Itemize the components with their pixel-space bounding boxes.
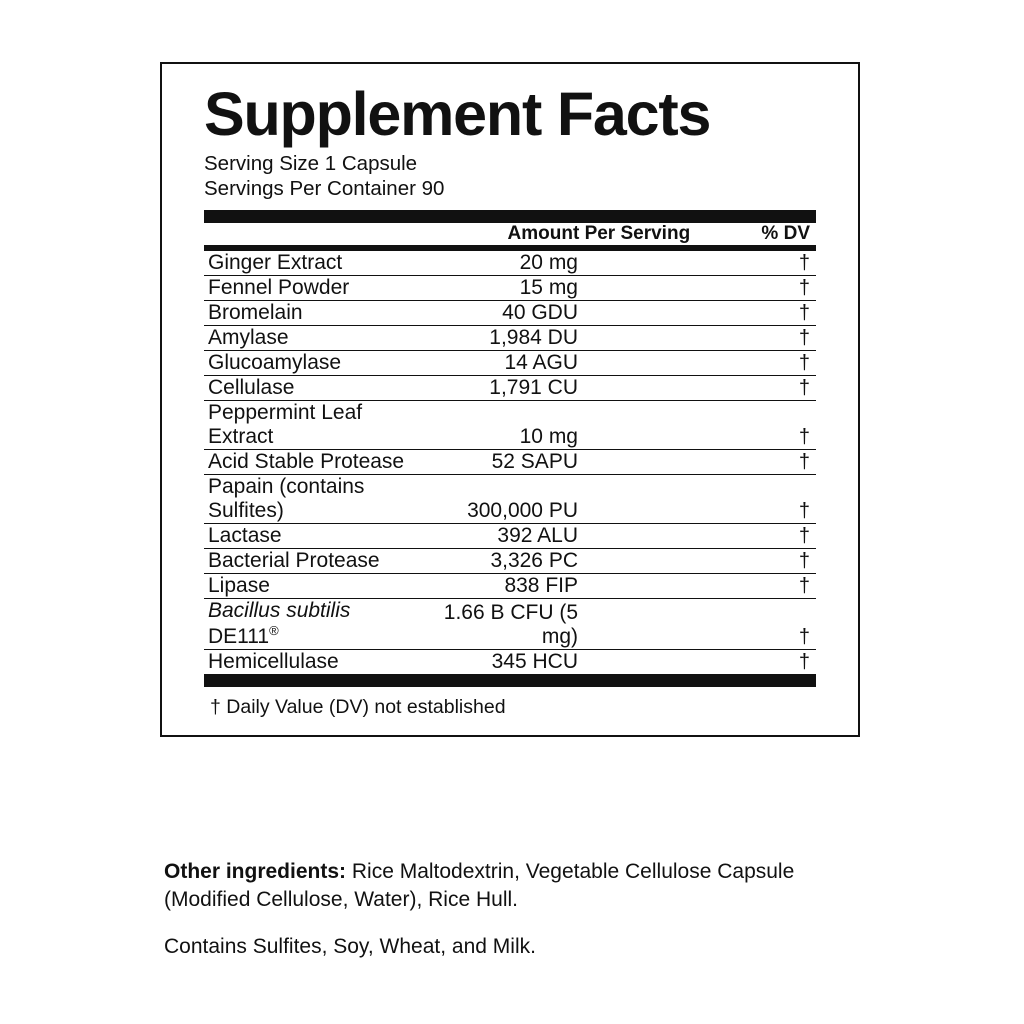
other-ingredients-block xyxy=(164,858,870,961)
nutrient-amount: 10 mg xyxy=(408,401,612,450)
nutrient-dv: † xyxy=(612,450,816,475)
nutrient-name: Fennel Powder xyxy=(204,276,408,301)
column-header-name xyxy=(204,223,474,245)
nutrient-name: Glucoamylase xyxy=(204,351,408,376)
nutrient-dv: † xyxy=(612,574,816,599)
nutrient-name: Lactase xyxy=(204,524,408,549)
table-row xyxy=(204,599,816,650)
nutrient-dv: † xyxy=(612,475,816,524)
nutrient-amount: 52 SAPU xyxy=(408,450,612,475)
table-row xyxy=(204,401,816,450)
nutrient-amount: 1,984 DU xyxy=(408,326,612,351)
nutrient-name: Bacterial Protease xyxy=(204,549,408,574)
supplement-facts-panel xyxy=(160,62,860,737)
servings-per-container: Servings Per Container 90 xyxy=(204,177,445,200)
nutrient-amount: 20 mg xyxy=(519,251,578,274)
other-ingredients-list: Rice Maltodextrin, Vegetable Cellulose Capsule (Modified Cellulose, Water), Rice Hull. xyxy=(164,860,795,911)
nutrient-name-italic: Bacillus subtilis xyxy=(208,599,351,622)
nutrient-name: Cellulase xyxy=(204,376,408,401)
other-ingredients xyxy=(164,858,870,914)
divider-thick-top xyxy=(204,210,816,223)
registered-mark: ® xyxy=(269,623,279,638)
table-row xyxy=(204,251,816,276)
nutrient-name: Lipase xyxy=(204,574,408,599)
nutrient-name: Amylase xyxy=(204,326,408,351)
table-row xyxy=(204,549,816,574)
nutrient-dv: † xyxy=(612,376,816,401)
table-row xyxy=(204,276,816,301)
table-row xyxy=(204,524,816,549)
table-row xyxy=(204,650,816,675)
nutrient-amount: 14 AGU xyxy=(408,351,612,376)
nutrient-amount: 300,000 PU xyxy=(408,475,612,524)
nutrient-dv: † xyxy=(612,351,816,376)
nutrient-dv: † xyxy=(612,549,816,574)
nutrient-rows xyxy=(204,251,816,674)
table-row xyxy=(204,450,816,475)
nutrient-name: Hemicellulase xyxy=(204,650,408,675)
nutrient-dv: † xyxy=(612,276,816,301)
nutrient-amount: 40 GDU xyxy=(408,301,612,326)
nutrient-amount: 1,791 CU xyxy=(408,376,612,401)
nutrient-name: Acid Stable Protease xyxy=(204,450,408,475)
nutrient-dv: † xyxy=(612,326,816,351)
nutrient-name: Papain (contains Sulfites) xyxy=(204,475,408,524)
table-row xyxy=(204,574,816,599)
nutrient-name-rest: DE111 xyxy=(208,625,270,648)
table-row xyxy=(204,301,816,326)
nutrient-name xyxy=(204,599,408,650)
nutrient-dv: † xyxy=(612,524,816,549)
nutrient-name: Bromelain xyxy=(204,301,408,326)
nutrient-amount: 838 FIP xyxy=(408,574,612,599)
nutrient-dv: † xyxy=(612,599,816,650)
nutrient-amount: 15 mg xyxy=(408,276,612,301)
column-header-dv: % DV xyxy=(761,223,810,244)
column-header-amount: Amount Per Serving xyxy=(507,223,691,244)
allergen-statement: Contains Sulfites, Soy, Wheat, and Milk. xyxy=(164,934,536,958)
table-row xyxy=(204,376,816,401)
table-row xyxy=(204,351,816,376)
page-title: Supplement Facts xyxy=(204,80,711,148)
nutrient-amount: 3,326 PC xyxy=(408,549,612,574)
nutrient-amount: 345 HCU xyxy=(408,650,612,675)
daily-value-footnote: † Daily Value (DV) not established xyxy=(210,696,506,718)
serving-info xyxy=(204,151,838,201)
table-row xyxy=(204,475,816,524)
nutrient-dv: † xyxy=(612,301,816,326)
nutrient-name: Ginger Extract xyxy=(208,251,343,274)
table-row xyxy=(204,326,816,351)
table-header-row xyxy=(204,223,816,245)
nutrient-dv: † xyxy=(612,650,816,675)
nutrient-dv: † xyxy=(798,252,810,274)
divider-thick-bottom xyxy=(204,674,816,687)
nutrient-table xyxy=(204,223,816,245)
nutrient-dv: † xyxy=(612,401,816,450)
nutrient-name: Peppermint Leaf Extract xyxy=(204,401,408,450)
nutrient-amount: 392 ALU xyxy=(408,524,612,549)
serving-size: Serving Size 1 Capsule xyxy=(204,152,418,175)
nutrient-amount: 1.66 B CFU (5 mg) xyxy=(408,599,612,650)
other-ingredients-label: Other ingredients: xyxy=(164,860,347,883)
